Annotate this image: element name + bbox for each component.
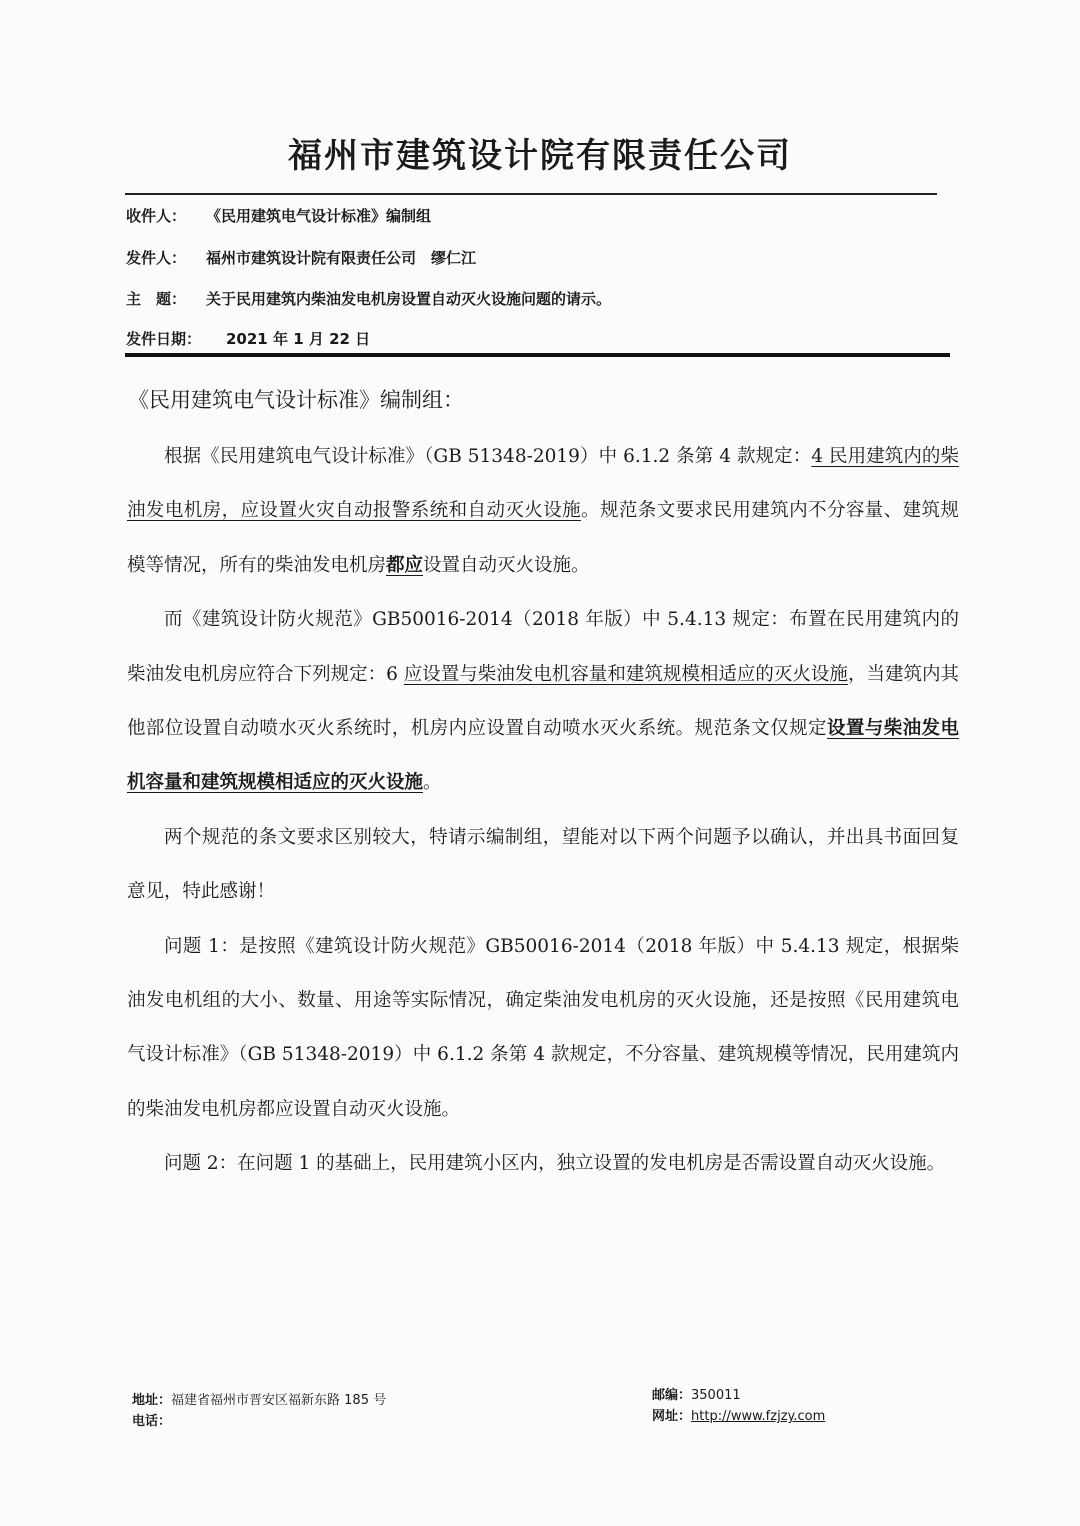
- sender-row: [126, 247, 476, 268]
- letter-body: [127, 430, 959, 1192]
- paragraph-question-1: 问题 1：是按照《建筑设计防火规范》GB50016-2014（2018 年版）中 5.4.13 规定，根据柴油发电机组的大小、数量、用途等实际情况，确定柴油发电机房的灭火设施，还是按照《民用建筑电气设计标准》（GB 51348-2019）中 6.1.2 条第 4 款规定，不分容量、建筑规模等情况，民用建筑内的柴油发电机房都应设置自动灭火设施。: [127, 935, 959, 1120]
- p2-text-b: ，当建筑内其他部位设置自动喷水灭火系统时，机房内应设置自动喷水灭火系统。规范条文仅规定: [127, 663, 959, 740]
- p1-text-b: 。规范条文要求民用建筑内不分容量、建筑规模等情况，所有的柴油发电机房: [127, 500, 959, 576]
- phone-line: [132, 1411, 386, 1432]
- recipient-value: 《民用建筑电气设计标准》编制组: [206, 207, 432, 225]
- footer-left: [132, 1390, 386, 1432]
- p1-text-a: 根据《民用建筑电气设计标准》（GB 51348-2019）中 6.1.2 条第 4 款规定：: [164, 446, 812, 467]
- date-label: 发件日期：: [126, 330, 202, 348]
- website-link[interactable]: http://www.fzjzy.com: [691, 1409, 826, 1424]
- header-divider-top: [125, 193, 937, 195]
- p2-emphasis: 设置与柴油发电机容量和建筑规模相适应的灭火设施: [127, 718, 959, 794]
- sender-label: 发件人：: [126, 249, 187, 267]
- company-letterhead-title: 福州市建筑设计院有限责任公司: [288, 136, 792, 176]
- subject-label: 主 题：: [126, 290, 187, 308]
- p1-emphasis: 都应: [386, 554, 424, 576]
- p1-underlined-quote: 4 民用建筑内的柴油发电机房，应设置火灾自动报警系统和自动灭火设施: [127, 446, 959, 522]
- date-row: [126, 328, 370, 349]
- p2-underlined-quote: 应设置与柴油发电机容量和建筑规模相适应的灭火设施: [403, 663, 848, 685]
- recipient-row: [126, 205, 431, 226]
- address-value: 福建省福州市晋安区福新东路 185 号: [171, 1393, 387, 1408]
- paragraph-2: [127, 593, 959, 811]
- postcode-line: [652, 1385, 825, 1406]
- header-divider-bottom: [125, 353, 950, 357]
- subject-value: 关于民用建筑内柴油发电机房设置自动灭火设施问题的请示。: [206, 290, 612, 308]
- postcode-value: 350011: [691, 1388, 741, 1403]
- date-value: 2021 年 1 月 22 日: [226, 330, 371, 348]
- subject-row: [126, 288, 611, 309]
- address-label: 地址：: [132, 1393, 172, 1408]
- recipient-label: 收件人：: [126, 207, 187, 225]
- paragraph-question-2: 问题 2：在问题 1 的基础上，民用建筑小区内，独立设置的发电机房是否需设置自动灭火设施。: [164, 1153, 946, 1175]
- postcode-label: 邮编：: [652, 1388, 692, 1403]
- website-label: 网址：: [652, 1409, 692, 1424]
- phone-label: 电话：: [132, 1414, 172, 1429]
- address-line: [132, 1390, 386, 1411]
- sender-value: 福州市建筑设计院有限责任公司 缪仁江: [206, 249, 477, 267]
- p1-text-c: 设置自动灭火设施。: [423, 554, 590, 576]
- footer-right: [652, 1385, 825, 1427]
- paragraph-1: [127, 430, 959, 593]
- p2-text-a: 而《建筑设计防火规范》GB50016-2014（2018 年版）中 5.4.13 规定：布置在民用建筑内的柴油发电机房应符合下列规定：6: [127, 609, 959, 685]
- paragraph-3: 两个规范的条文要求区别较大，特请示编制组，望能对以下两个问题予以确认，并出具书面回复意见，特此感谢！: [127, 826, 959, 903]
- website-line: [652, 1406, 825, 1427]
- salutation: 《民用建筑电气设计标准》编制组：: [128, 388, 464, 412]
- p2-text-c: 。: [423, 772, 442, 794]
